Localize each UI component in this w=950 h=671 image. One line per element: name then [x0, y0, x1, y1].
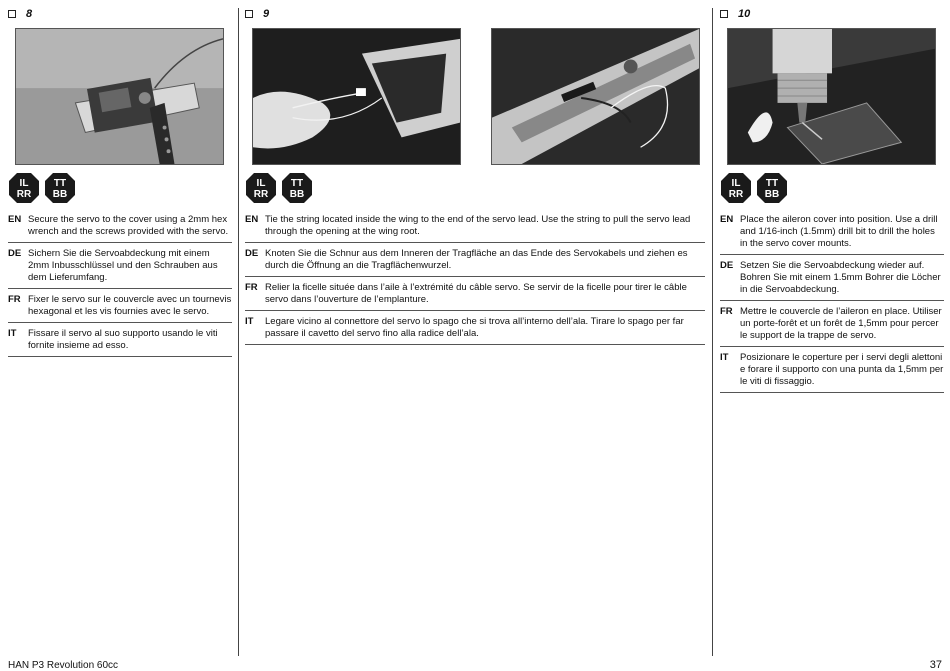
page-number: 37: [929, 659, 942, 671]
svg-text:BB: BB: [289, 189, 305, 200]
step-9-tool-icons: [245, 172, 313, 204]
column-divider: [238, 8, 239, 656]
lang-code: EN: [8, 214, 22, 225]
instruction-row: [245, 314, 705, 345]
lang-code: EN: [245, 214, 259, 225]
step-8-header: [8, 8, 32, 20]
step-number: 9: [263, 8, 270, 20]
instruction-text: Fixer le servo sur le couvercle avec un tournevis hexagonal et les vis fournies avec le servo.: [28, 294, 232, 317]
step-checkbox[interactable]: [245, 10, 253, 18]
svg-text:IL: IL: [731, 178, 741, 189]
lang-code: IT: [245, 316, 254, 327]
string-in-wing-opening-photo: [252, 28, 461, 165]
svg-text:IL: IL: [256, 178, 266, 189]
servo-mounted-on-cover-photo: [15, 28, 224, 165]
instruction-row: [720, 212, 944, 255]
TTBB-badge-icon: [44, 172, 76, 204]
lang-code: DE: [245, 248, 259, 259]
step-number: 10: [738, 8, 751, 20]
drilling-servo-cover-mounts-photo: [727, 28, 936, 165]
step-8-instructions: [8, 212, 232, 360]
instruction-text: Posizionare le coperture per i servi degli alettoni e forare il supporto con una punta da 1,5mm per le viti di fissaggio.: [740, 352, 944, 387]
instruction-text: Place the aileron cover into position. Use a drill and 1/16-inch (1.5mm) drill bit to drill the holes in the servo cover mounts.: [740, 214, 938, 249]
servo-lead-pulled-through-photo: [491, 28, 700, 165]
lang-code: EN: [720, 214, 734, 225]
instruction-row: [720, 304, 944, 347]
svg-text:IL: IL: [19, 178, 29, 189]
svg-text:RR: RR: [253, 189, 269, 200]
lang-code: DE: [720, 260, 734, 271]
step-10-tool-icons: [720, 172, 788, 204]
svg-text:TT: TT: [290, 178, 304, 189]
lang-code: DE: [8, 248, 22, 259]
instruction-text: Tie the string located inside the wing to the end of the servo lead. Use the string to pull the servo lead through the opening at the wing root.: [265, 214, 691, 237]
svg-text:BB: BB: [52, 189, 68, 200]
instruction-row: [8, 326, 232, 357]
lang-code: IT: [720, 352, 729, 363]
lang-code: FR: [8, 294, 21, 305]
lang-code: IT: [8, 328, 17, 339]
instruction-row: [245, 212, 705, 243]
instruction-row: [245, 280, 705, 311]
instruction-text: Setzen Sie die Servoabdeckung wieder auf. Bohren Sie mit einem 1.5mm Bohrer die Löcher in die Servoabdeckung.: [740, 260, 941, 295]
footer-title: HAN P3 Revolution 60cc: [8, 660, 119, 671]
instruction-text: Fissare il servo al suo supporto usando le viti fornite insieme ad esso.: [28, 328, 218, 351]
instruction-text: Knoten Sie die Schnur aus dem Inneren der Tragfläche an das Ende des Servokabels und ziehen es durch die Öffnung an die Tragflächenwurzel.: [265, 248, 688, 271]
lang-code: FR: [245, 282, 258, 293]
step-8-tool-icons: [8, 172, 76, 204]
instruction-text: Secure the servo to the cover using a 2mm hex wrench and the screws provided with the servo.: [28, 214, 229, 237]
ILR-badge-icon: [720, 172, 752, 204]
svg-text:BB: BB: [764, 189, 780, 200]
svg-text:RR: RR: [728, 189, 744, 200]
TTBB-badge-icon: [756, 172, 788, 204]
instruction-row: [8, 212, 232, 243]
step-number: 8: [26, 8, 33, 20]
instruction-row: [720, 258, 944, 301]
instruction-row: [8, 246, 232, 289]
instruction-text: Relier la ficelle située dans l’aile à l’extrémité du câble servo. Se servir de la ficelle pour tirer le câble servo dans l’ouverture de l’emplanture.: [265, 282, 687, 305]
ILR-badge-icon: [245, 172, 277, 204]
step-checkbox[interactable]: [8, 10, 16, 18]
step-9-header: [245, 8, 269, 20]
svg-text:RR: RR: [16, 189, 32, 200]
instruction-text: Legare vicino al connettore del servo lo spago che si trova all’interno dell’ala. Tirare lo spago per far passare il cavetto del servo fino alla radice dell’ala.: [265, 316, 684, 339]
instruction-text: Sichern Sie die Servoabdeckung mit einem 2mm Inbusschlüssel und den Schrauben aus dem Lieferumfang.: [28, 248, 218, 283]
TTBB-badge-icon: [281, 172, 313, 204]
instruction-row: [245, 246, 705, 277]
step-9-instructions: [245, 212, 705, 348]
instruction-row: [8, 292, 232, 323]
instruction-row: [720, 350, 944, 393]
step-10-header: [720, 8, 750, 20]
svg-text:TT: TT: [53, 178, 67, 189]
instruction-text: Mettre le couvercle de l’aileron en place. Utiliser un porte-forêt et un forêt de 1,5mm pour percer le support de la trappe de servo.: [740, 306, 942, 341]
lang-code: FR: [720, 306, 733, 317]
column-divider: [712, 8, 713, 656]
svg-text:TT: TT: [765, 178, 779, 189]
ILR-badge-icon: [8, 172, 40, 204]
step-checkbox[interactable]: [720, 10, 728, 18]
step-10-instructions: [720, 212, 944, 396]
